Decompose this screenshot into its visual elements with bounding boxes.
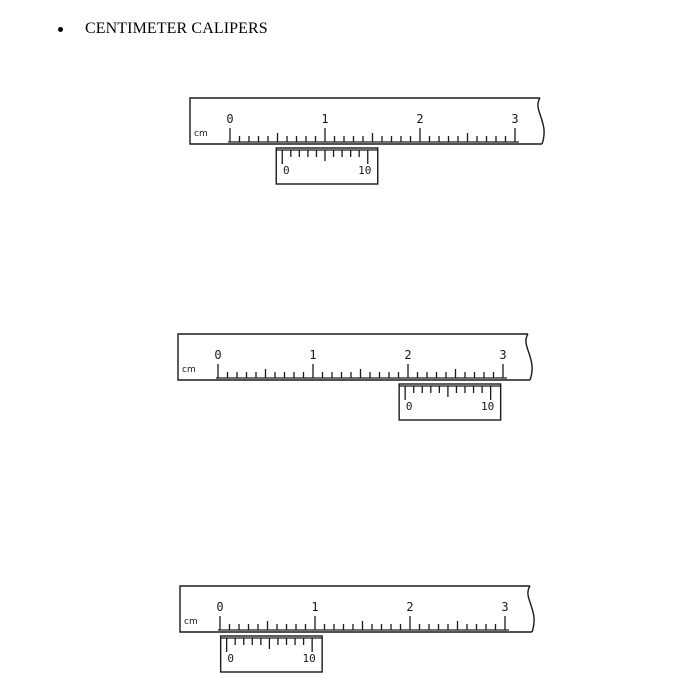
main-scale-label: 1 [309, 348, 317, 362]
caliper-diagram-2 [176, 332, 536, 428]
main-scale-label: 3 [511, 112, 519, 126]
main-scale-label: 1 [321, 112, 329, 126]
main-beam-outline [178, 334, 532, 380]
caliper-diagram-3 [178, 584, 538, 680]
main-scale-label: 0 [226, 112, 234, 126]
main-beam-outline [180, 586, 534, 632]
vernier-label: 0 [282, 164, 290, 177]
main-scale-label: 0 [214, 348, 222, 362]
vernier-label: 10 [481, 400, 495, 413]
vernier-label: 0 [405, 400, 413, 413]
main-scale-label: 2 [404, 348, 412, 362]
vernier-label: 0 [227, 652, 234, 665]
unit-label: cm [184, 617, 198, 627]
main-scale-label: 0 [216, 600, 224, 614]
unit-label: cm [194, 129, 208, 139]
heading-text: CENTIMETER CALIPERS [85, 20, 268, 37]
main-scale-label: 3 [501, 600, 509, 614]
main-scale-label: 3 [499, 348, 507, 362]
unit-label: cm [182, 365, 196, 375]
section-heading [58, 20, 268, 38]
vernier-label: 10 [358, 164, 372, 177]
main-scale-label: 1 [311, 600, 319, 614]
main-scale-label: 2 [416, 112, 424, 126]
main-scale-label: 2 [406, 600, 414, 614]
caliper-diagram-1 [188, 96, 548, 192]
vernier-label: 10 [302, 652, 316, 665]
bullet-icon [58, 27, 63, 32]
main-beam-outline [190, 98, 544, 144]
